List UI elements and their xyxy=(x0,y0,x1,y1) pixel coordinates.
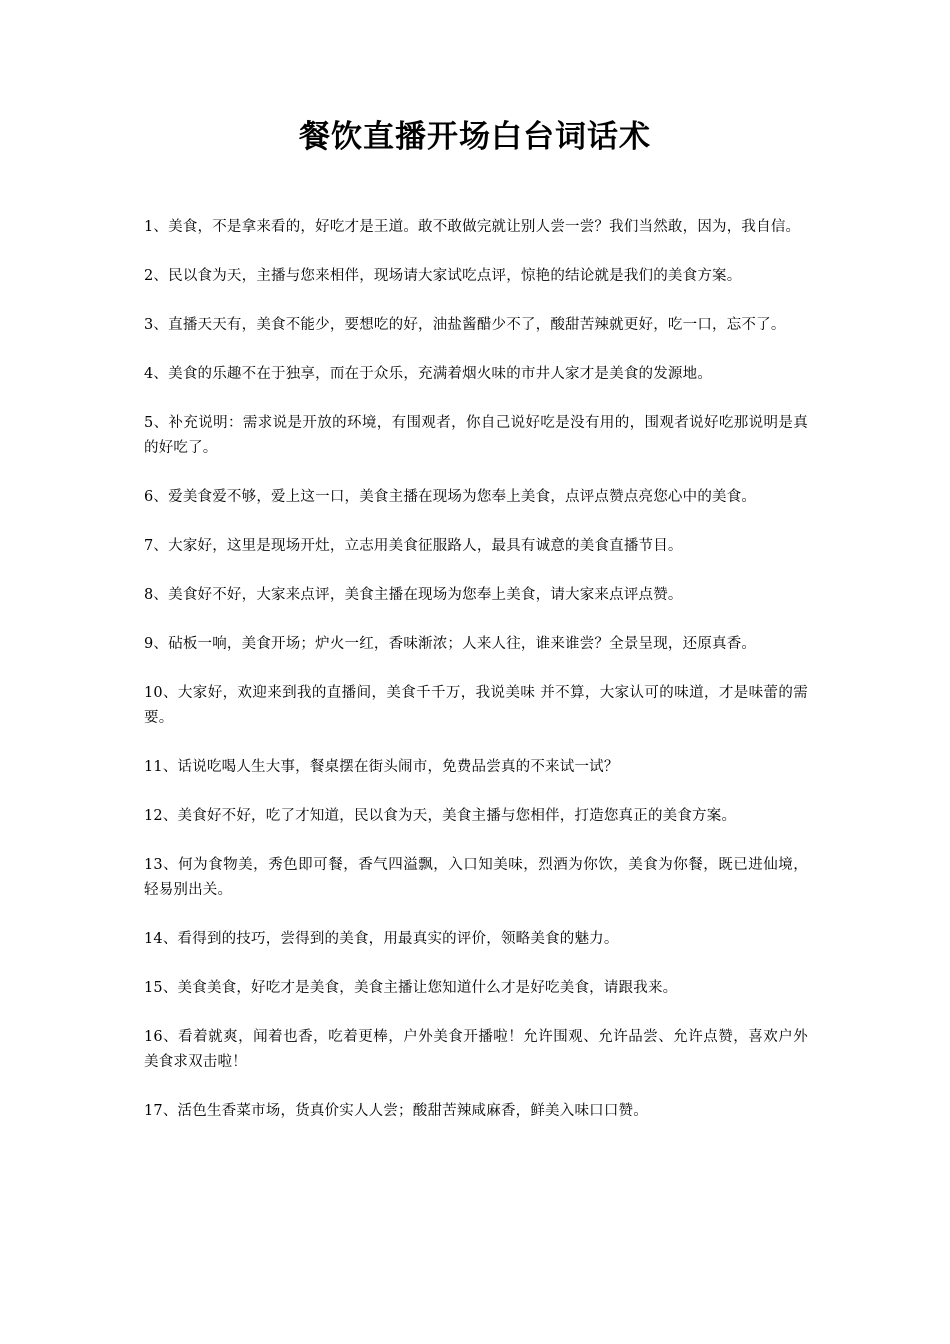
list-item: 15、美食美食，好吃才是美食，美食主播让您知道什么才是好吃美食，请跟我来。 xyxy=(144,980,678,996)
list-item: 2、民以食为天，主播与您来相伴，现场请大家试吃点评，惊艳的结论就是我们的美食方案。 xyxy=(144,268,742,284)
list-item: 17、活色生香菜市场，货真价实人人尝；酸甜苦辣咸麻香，鲜美入味口口赞。 xyxy=(144,1103,648,1119)
list-item: 14、看得到的技巧，尝得到的美食，用最真实的评价，领略美食的魅力。 xyxy=(144,931,619,947)
list-item: 13、何为食物美，秀色即可餐，香气四溢飘，入口知美味，烈酒为你饮，美食为你餐，既已进仙境，轻易别出关。 xyxy=(144,857,808,898)
list-item: 12、美食好不好，吃了才知道，民以食为天，美食主播与您相伴，打造您真正的美食方案。 xyxy=(144,808,737,824)
list-item: 8、美食好不好，大家来点评，美食主播在现场为您奉上美食，请大家来点评点赞。 xyxy=(144,587,683,603)
list-item: 10、大家好，欢迎来到我的直播间，美食千千万，我说美味 并不算，大家认可的味道，才是味蕾的需要。 xyxy=(144,685,808,726)
list-item: 5、补充说明：需求说是开放的环境，有围观者，你自己说好吃是没有用的，围观者说好吃那说明是真的好吃了。 xyxy=(144,415,808,456)
list-item: 7、大家好，这里是现场开灶，立志用美食征服路人，最具有诚意的美食直播节目。 xyxy=(144,538,683,554)
list-item: 1、美食，不是拿来看的，好吃才是王道。敢不敢做完就让别人尝一尝？我们当然敢，因为，我自信。 xyxy=(144,219,801,235)
list-item: 16、看着就爽，闻着也香，吃着更棒，户外美食开播啦！允许围观、允许品尝、允许点赞，喜欢户外美食求双击啦！ xyxy=(144,1029,808,1070)
script-list xyxy=(144,215,808,1148)
list-item: 6、爱美食爱不够，爱上这一口，美食主播在现场为您奉上美食，点评点赞点亮您心中的美食。 xyxy=(144,489,757,505)
list-item: 11、话说吃喝人生大事，餐桌摆在街头闹市，免费品尝真的不来试一试？ xyxy=(144,759,619,775)
list-item: 3、直播天天有，美食不能少，要想吃的好，油盐酱醋少不了，酸甜苦辣就更好，吃一口，忘不了。 xyxy=(144,317,786,333)
document-title: 餐饮直播开场白台词话术 xyxy=(299,119,651,155)
list-item: 9、砧板一响，美食开场；炉火一红，香味渐浓；人来人往，谁来谁尝？全景呈现，还原真香。 xyxy=(144,636,757,652)
list-item: 4、美食的乐趣不在于独享，而在于众乐，充满着烟火味的市井人家才是美食的发源地。 xyxy=(144,366,713,382)
